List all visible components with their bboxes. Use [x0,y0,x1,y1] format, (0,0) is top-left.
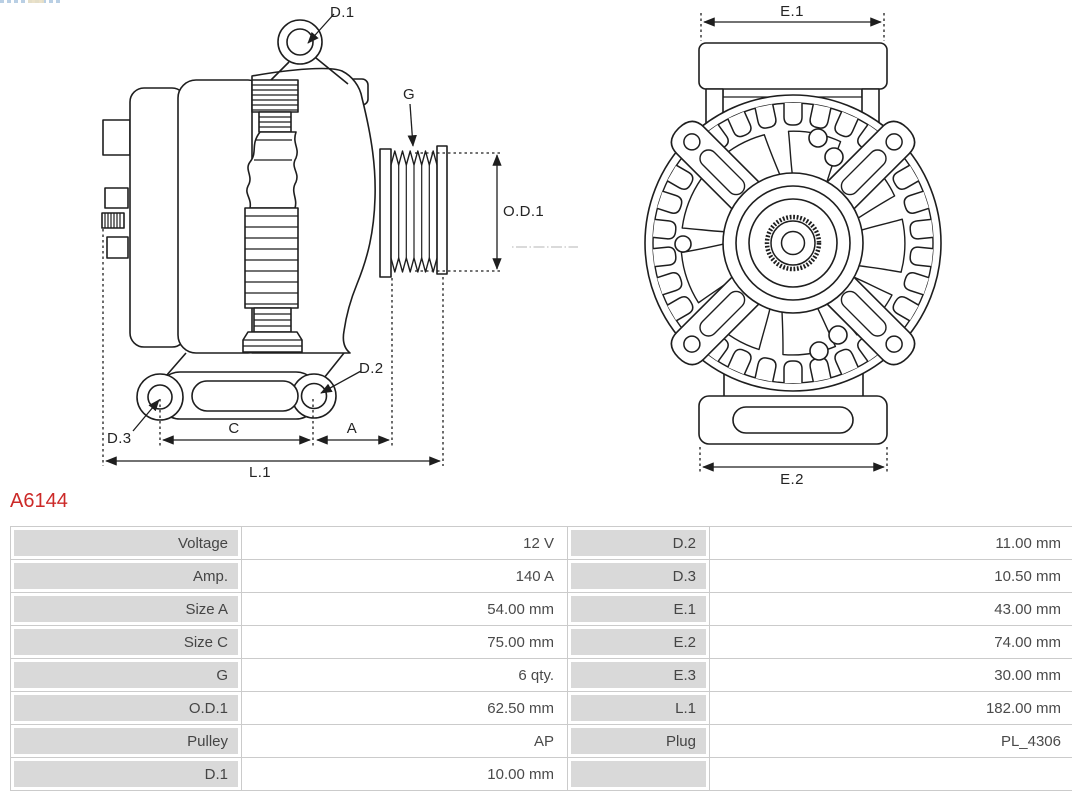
spec-label: E.2 [571,629,706,655]
spec-table [10,526,1072,791]
dim-label-e1: E.1 [780,3,804,20]
spec-label [571,761,706,787]
product-code: A6144 [10,490,68,512]
dim-label-e2: E.2 [780,471,804,488]
spec-value-cell: 6 qty. [242,659,567,691]
spec-label: G [14,662,238,688]
spec-label: Pulley [14,728,238,754]
spec-label-cell [568,626,709,658]
spec-label-cell [568,692,709,724]
spec-label: L.1 [571,695,706,721]
spec-label: Amp. [14,563,238,589]
spec-label: Size C [14,629,238,655]
spec-value-cell: 62.50 mm [242,692,567,724]
spec-label-cell [11,527,241,559]
spec-value-cell: 75.00 mm [242,626,567,658]
spec-label-cell [568,659,709,691]
dim-label-c: C [228,420,240,437]
spec-label-cell [568,758,709,790]
spec-value-cell: PL_4306 [710,725,1074,757]
dim-label-a: A [346,420,358,437]
spec-label: O.D.1 [14,695,238,721]
spec-value-cell: 10.00 mm [242,758,567,790]
spec-value-cell: 140 A [242,560,567,592]
spec-label: E.1 [571,596,706,622]
spec-value-cell: 11.00 mm [710,527,1074,559]
side-view [102,20,447,420]
spec-label: D.3 [571,563,706,589]
spec-value-cell: 54.00 mm [242,593,567,625]
spec-label: D.1 [14,761,238,787]
spec-label: D.2 [571,530,706,556]
spec-label-cell [11,725,241,757]
spec-value-cell: 10.50 mm [710,560,1074,592]
spec-label-cell [11,560,241,592]
spec-value-cell: 12 V [242,527,567,559]
dim-label-d1: D.1 [330,4,355,21]
spec-label-cell [568,527,709,559]
spec-label: Plug [571,728,706,754]
spec-label-cell [568,560,709,592]
spec-label-cell [568,725,709,757]
spec-value-cell: AP [242,725,567,757]
spec-label-cell [568,593,709,625]
spec-label-cell [11,758,241,790]
spec-label: Size A [14,596,238,622]
dim-label-od1: O.D.1 [503,203,545,220]
spec-label: Voltage [14,530,238,556]
dim-label-l1: L.1 [248,464,272,481]
dim-label-d2: D.2 [359,360,384,377]
dim-label-g: G [403,86,416,103]
spec-value-cell [710,758,1074,790]
spec-value-cell: 182.00 mm [710,692,1074,724]
spec-value-cell: 74.00 mm [710,626,1074,658]
spec-label-cell [11,692,241,724]
spec-label-cell [11,659,241,691]
spec-label: E.3 [571,662,706,688]
dim-label-d3: D.3 [107,430,132,447]
front-view [645,43,941,444]
spec-label-cell [11,626,241,658]
spec-value-cell: 43.00 mm [710,593,1074,625]
spec-value-cell: 30.00 mm [710,659,1074,691]
spec-label-cell [11,593,241,625]
